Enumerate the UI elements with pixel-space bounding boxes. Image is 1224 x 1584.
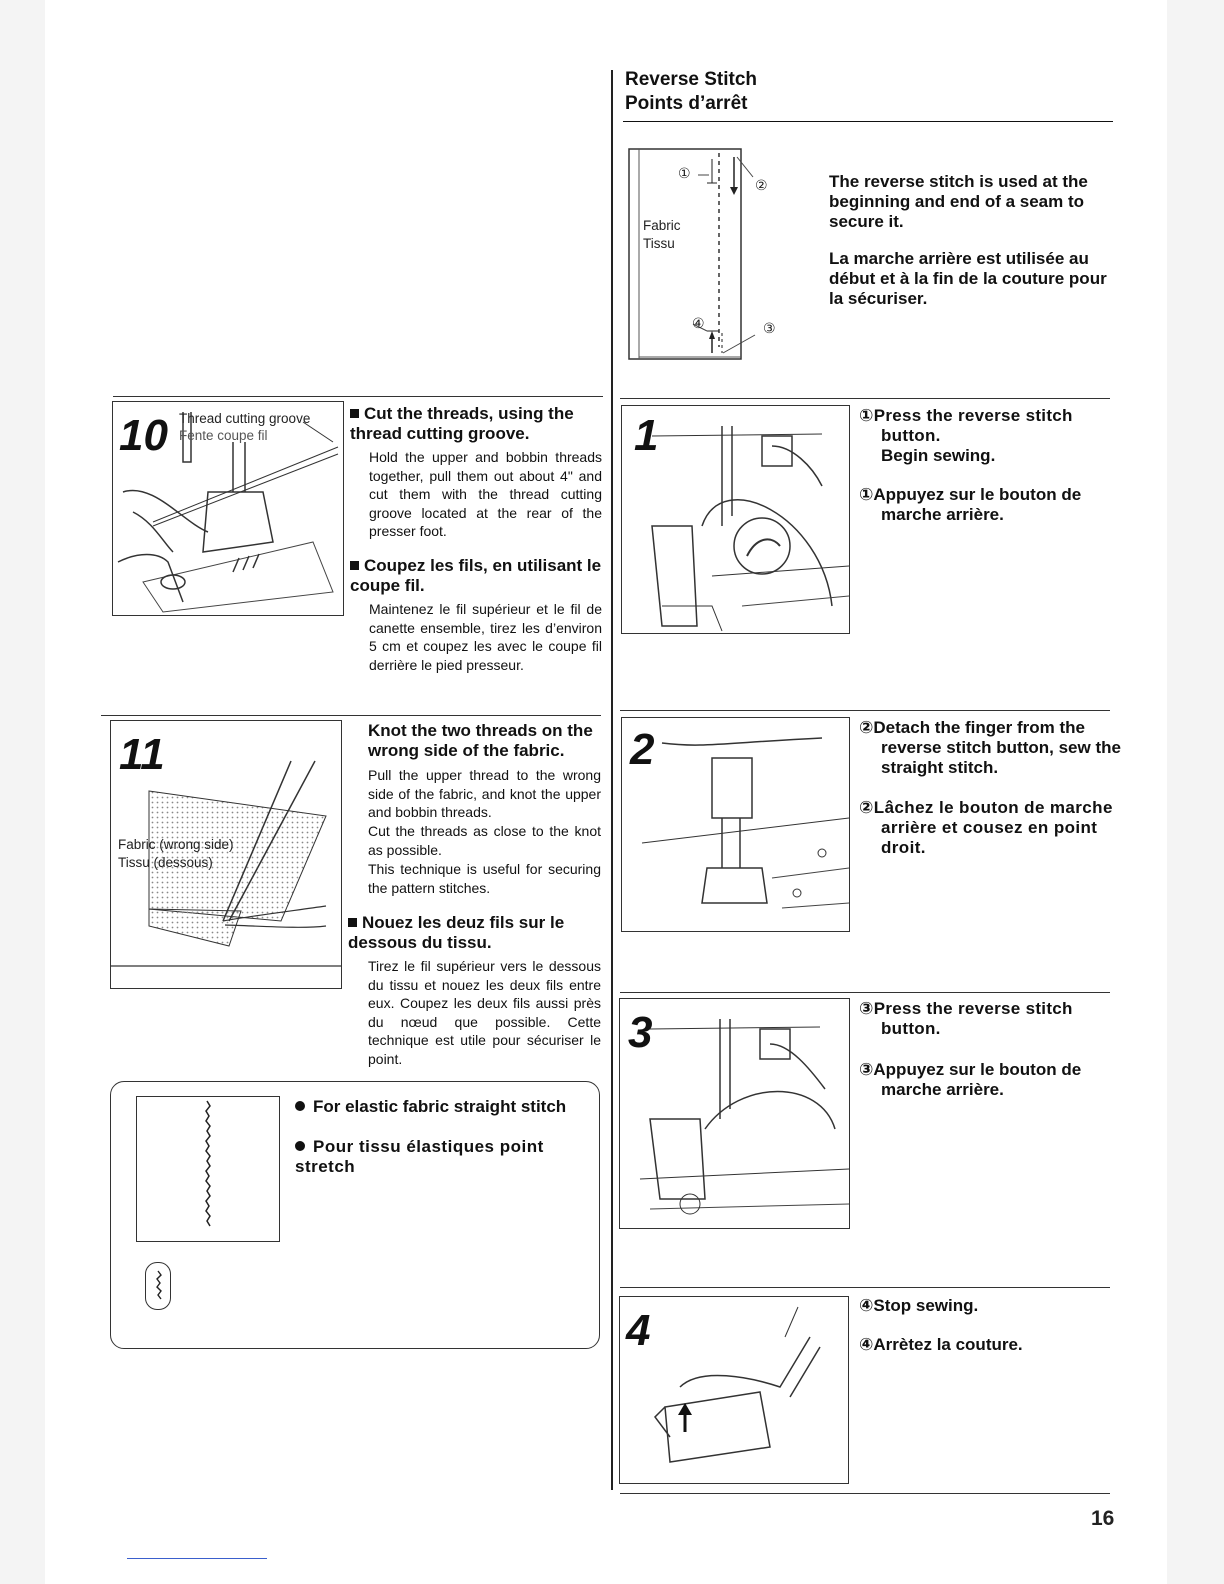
step11-figure [110, 720, 342, 989]
step11-heading-fr: Nouez les deuz fils sur le dessous du tissu. [348, 913, 565, 952]
bottom-link-line [127, 1558, 267, 1559]
step4-text-fr: ④Arrètez la couture. [859, 1335, 1023, 1354]
step10-body-en: Hold the upper and bobbin threads together, pull them out about 4" and cut them with the thread cutting groove located at the rear of the presser foot. [369, 449, 602, 540]
fabric-label-en: Fabric [643, 218, 681, 233]
stretch-stitch-drawing [137, 1097, 279, 1241]
step1-text-en-a: ①Press the reverse stitch button. [859, 406, 1073, 445]
elastic-note-en: For elastic fabric straight stitch [295, 1097, 585, 1117]
page-number: 16 [1091, 1507, 1115, 1530]
bullet-square [350, 409, 359, 418]
stretch-stitch-sample [136, 1096, 280, 1242]
step11-body-en-3: This technique is useful for securing the pattern stitches. [368, 861, 601, 896]
step11-body-fr: Tirez le fil supérieur vers le dessous du tissu et nouez les deux fils entre eux. Coupez les deux fils aussi près du nœud que possible. Cette technique est utile pour sécuriser le point. [368, 958, 601, 1067]
step11-number: 11 [119, 730, 165, 779]
step1-text-en-b: Begin sewing. [881, 446, 996, 465]
intro-text-fr: La marche arrière est utilisée au début et à la fin de la couture pour la sécuriser. [829, 249, 1107, 308]
divider-step4 [620, 1287, 1110, 1288]
step1-figure [621, 405, 850, 634]
step4-figure [619, 1296, 849, 1484]
bullet-square [348, 918, 357, 927]
footer-rule [620, 1493, 1110, 1494]
step10-body-fr: Maintenez le fil supérieur et le fil de canette ensemble, tirez les d’environ 5 cm et coupez les avec le coupe fil derrière le pied presseur. [369, 601, 602, 673]
marker-1: ① [678, 165, 691, 181]
stretch-stitch-icon [145, 1262, 171, 1310]
marker-2: ② [755, 177, 768, 193]
step2-text-en: ②Detach the finger from the reverse stitch button, sew the straight stitch. [859, 718, 1121, 777]
step10-heading-fr: Coupez les fils, en utilisant le coupe fil. [350, 556, 602, 595]
step10-number: 10 [119, 411, 168, 460]
step1-number: 1 [634, 411, 659, 460]
step3-number: 3 [628, 1008, 653, 1057]
straight-stitch-illustration [622, 718, 849, 931]
bullet-dot [295, 1141, 305, 1151]
step2-figure [621, 717, 850, 932]
elastic-note-box [110, 1081, 600, 1349]
step11-label-en: Fabric (wrong side) [118, 837, 234, 852]
step3-figure [619, 998, 850, 1229]
divider-step2 [620, 710, 1110, 711]
manual-page [45, 0, 1167, 1584]
bullet-dot [295, 1101, 305, 1111]
press-reverse-again-illustration [620, 999, 849, 1228]
step2-number: 2 [630, 725, 655, 774]
step11-body-en-1: Pull the upper thread to the wrong side of the fabric, and knot the upper and bobbin threads. [368, 767, 601, 821]
divider-step1 [620, 398, 1110, 399]
step10-label-en: Thread cutting groove [179, 411, 311, 426]
step10-label-fr: Fente coupe fil [179, 428, 268, 443]
divider-step3 [620, 992, 1110, 993]
step4-number: 4 [626, 1306, 651, 1355]
step3-text-en: ③Press the reverse stitch button. [859, 999, 1073, 1038]
page-title-en: Reverse Stitch [625, 69, 758, 90]
step4-text-en: ④Stop sewing. [859, 1296, 979, 1315]
step1-text-fr: ①Appuyez sur le bouton de marche arrière. [859, 485, 1082, 524]
step11-label-fr: Tissu (dessous) [118, 855, 213, 870]
intro-text-en: The reverse stitch is used at the beginning and end of a seam to secure it. [829, 172, 1088, 231]
column-divider [611, 70, 613, 1490]
step11-heading-en: Knot the two threads on the wrong side of the fabric. [368, 721, 593, 760]
elastic-note-fr: Pour tissu élastiques point stretch [295, 1137, 544, 1176]
marker-3: ③ [763, 320, 776, 336]
divider-step11 [101, 715, 601, 716]
bullet-square [350, 561, 359, 570]
fabric-label-fr: Tissu [643, 236, 675, 251]
step2-text-fr: ②Lâchez le bouton de marche arrière et cousez en point droit. [859, 798, 1113, 857]
reverse-stitch-diagram [627, 147, 787, 363]
step10-heading-en: Cut the threads, using the thread cutting groove. [350, 404, 574, 443]
step10-figure [112, 401, 344, 616]
step3-text-fr: ③Appuyez sur le bouton de marche arrière. [859, 1060, 1082, 1099]
page-title-fr: Points d’arrêt [625, 93, 748, 114]
foot-pedal-illustration [620, 1297, 848, 1483]
divider-step10 [113, 396, 603, 397]
title-underline [623, 121, 1113, 122]
marker-4: ④ [692, 315, 705, 331]
step11-body-en-2: Cut the threads as close to the knot as possible. [368, 823, 601, 858]
